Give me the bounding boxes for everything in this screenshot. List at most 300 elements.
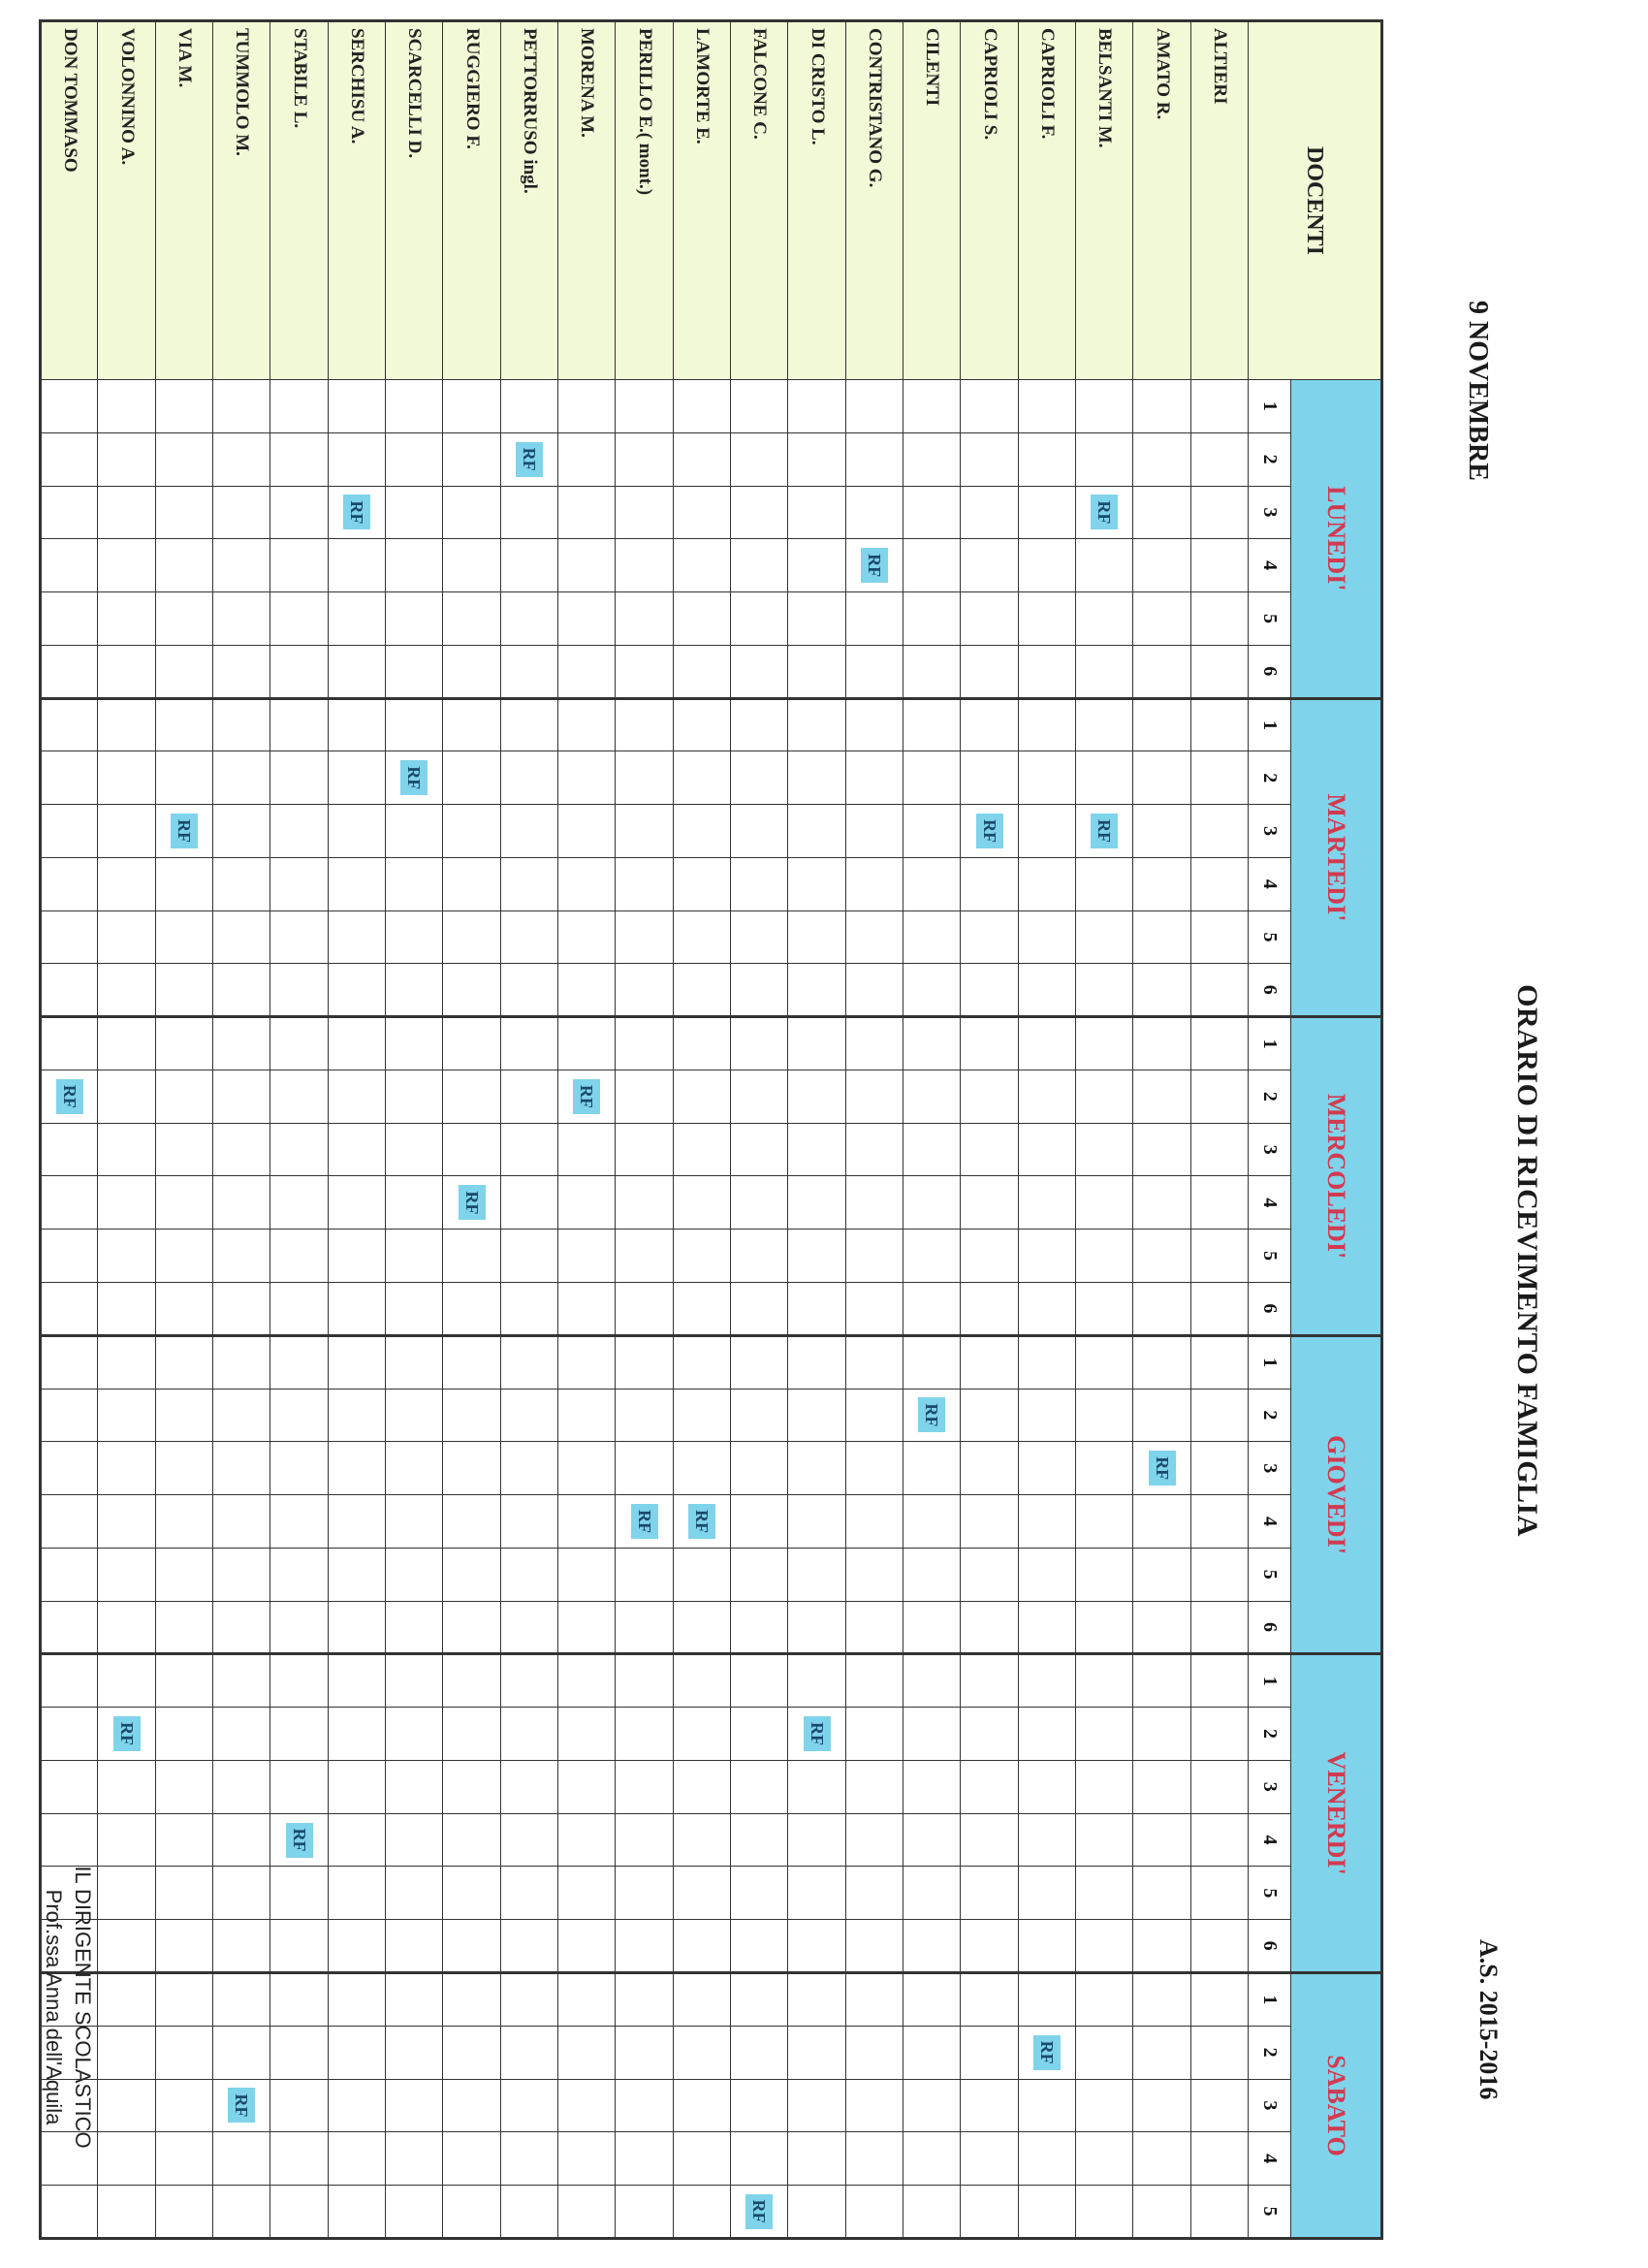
- schedule-cell: [1018, 1335, 1075, 1389]
- schedule-cell: [616, 910, 673, 964]
- schedule-cell: [270, 910, 328, 964]
- schedule-cell: [961, 1601, 1018, 1654]
- schedule-cell: [903, 486, 961, 539]
- schedule-cell: [443, 2026, 500, 2079]
- schedule-cell: [155, 1813, 212, 1867]
- schedule-cell: [155, 380, 212, 433]
- schedule-cell: [443, 2132, 500, 2186]
- schedule-cell: [903, 1760, 961, 1813]
- schedule-cell: [500, 592, 557, 646]
- schedule-cell: [1133, 1070, 1190, 1123]
- schedule-cell: [1076, 1708, 1133, 1761]
- schedule-cell: [41, 1708, 98, 1761]
- schedule-cell: [98, 1548, 155, 1601]
- schedule-cell: [788, 432, 845, 486]
- schedule-cell: [155, 1335, 212, 1389]
- schedule-cell: [1076, 2132, 1133, 2186]
- schedule-cell: [386, 2026, 443, 2079]
- schedule-cell: [1190, 1230, 1248, 1283]
- schedule-cell: [731, 1708, 788, 1761]
- teacher-row: [98, 21, 155, 2239]
- schedule-cell: [155, 751, 212, 805]
- schedule-cell: [98, 1920, 155, 1973]
- period-number: 1: [1249, 1654, 1291, 1708]
- schedule-cell: [386, 1070, 443, 1123]
- schedule-cell: [558, 1335, 616, 1389]
- schedule-cell: [1076, 1335, 1133, 1389]
- rf-badge: RF: [171, 814, 198, 848]
- schedule-cell: [1133, 1123, 1190, 1176]
- schedule-cell: [41, 486, 98, 539]
- schedule-cell: [270, 1123, 328, 1176]
- schedule-cell: [98, 805, 155, 858]
- schedule-cell: [1133, 1708, 1190, 1761]
- schedule-cell: [500, 1654, 557, 1708]
- schedule-cell: [500, 698, 557, 751]
- schedule-cell: [673, 1867, 730, 1920]
- schedule-cell: [558, 432, 616, 486]
- schedule-cell: [788, 1070, 845, 1123]
- schedule-cell: [1018, 1548, 1075, 1601]
- schedule-cell: [903, 592, 961, 646]
- schedule-cell: [213, 1760, 270, 1813]
- schedule-cell: [1190, 2132, 1248, 2186]
- teacher-row: [961, 21, 1018, 2239]
- schedule-cell: [788, 1920, 845, 1973]
- schedule-cell: [961, 1708, 1018, 1761]
- schedule-cell: [1076, 1548, 1133, 1601]
- schedule-cell: [386, 2079, 443, 2132]
- schedule-cell: [903, 857, 961, 910]
- schedule-cell: [961, 1920, 1018, 1973]
- schedule-cell: [213, 1442, 270, 1495]
- schedule-cell: [845, 2079, 903, 2132]
- schedule-cell: [155, 592, 212, 646]
- schedule-cell: [500, 1442, 557, 1495]
- schedule-cell: [155, 2132, 212, 2186]
- schedule-cell: [98, 1654, 155, 1708]
- rf-badge: RF: [286, 1823, 313, 1858]
- schedule-cell: [558, 1601, 616, 1654]
- schedule-cell: [673, 2132, 730, 2186]
- schedule-cell: [673, 1972, 730, 2026]
- schedule-cell: [788, 1335, 845, 1389]
- schedule-cell: [443, 910, 500, 964]
- schedule-cell: [558, 1230, 616, 1283]
- schedule-cell: [845, 1335, 903, 1389]
- schedule-cell: [98, 1017, 155, 1070]
- schedule-cell: [213, 1708, 270, 1761]
- schedule-cell: [386, 432, 443, 486]
- schedule-cell: [558, 1708, 616, 1761]
- teacher-name: DON TOMMASO: [41, 21, 98, 380]
- schedule-cell: [616, 1708, 673, 1761]
- schedule-cell: [1076, 1760, 1133, 1813]
- schedule-cell: [443, 1760, 500, 1813]
- schedule-cell: [443, 751, 500, 805]
- schedule-cell: [98, 1230, 155, 1283]
- teacher-row: [673, 21, 730, 2239]
- schedule-cell: [788, 2079, 845, 2132]
- schedule-cell: [731, 1813, 788, 1867]
- schedule-cell: [961, 1283, 1018, 1336]
- schedule-cell: [1190, 1495, 1248, 1549]
- schedule-cell: [500, 2079, 557, 2132]
- schedule-cell: [673, 1389, 730, 1442]
- schedule-cell: [1018, 2132, 1075, 2186]
- schedule-cell: [328, 805, 385, 858]
- schedule-cell: [328, 1442, 385, 1495]
- period-number: 1: [1249, 1335, 1291, 1389]
- schedule-cell: [386, 1389, 443, 1442]
- schedule-cell: [673, 592, 730, 646]
- schedule-cell: [500, 1230, 557, 1283]
- schedule-cell: [155, 1972, 212, 2026]
- schedule-cell: [443, 964, 500, 1017]
- schedule-cell: [616, 380, 673, 433]
- schedule-cell: [500, 539, 557, 592]
- schedule-cell: [41, 751, 98, 805]
- schedule-cell: [1190, 1389, 1248, 1442]
- schedule-cell: [386, 1176, 443, 1230]
- schedule-cell: [845, 751, 903, 805]
- schedule-cell: [1190, 1442, 1248, 1495]
- schedule-cell: [1076, 1283, 1133, 1336]
- schedule-cell: [270, 432, 328, 486]
- schedule-cell: [1076, 1972, 1133, 2026]
- schedule-cell: [213, 805, 270, 858]
- schedule-cell: [98, 1495, 155, 1549]
- schedule-cell: [328, 1920, 385, 1973]
- schedule-cell: [1018, 1867, 1075, 1920]
- schedule-cell: [1190, 539, 1248, 592]
- schedule-cell: [731, 805, 788, 858]
- schedule-cell: [386, 1230, 443, 1283]
- schedule-cell: [41, 698, 98, 751]
- schedule-cell: [155, 805, 212, 858]
- schedule-cell: [328, 1708, 385, 1761]
- schedule-cell: [788, 1972, 845, 2026]
- schedule-cell: [845, 539, 903, 592]
- schedule-cell: [1133, 1283, 1190, 1336]
- schedule-cell: [155, 857, 212, 910]
- schedule-cell: [961, 1867, 1018, 1920]
- schedule-cell: [1018, 1283, 1075, 1336]
- schedule-cell: [443, 1548, 500, 1601]
- period-number: 1: [1249, 1972, 1291, 2026]
- schedule-cell: [1133, 2186, 1190, 2239]
- schedule-cell: [386, 1972, 443, 2026]
- schedule-cell: [500, 1867, 557, 1920]
- schedule-cell: [328, 2132, 385, 2186]
- schedule-cell: [98, 1708, 155, 1761]
- schedule-cell: [1076, 2186, 1133, 2239]
- schedule-cell: [788, 1017, 845, 1070]
- schedule-cell: [961, 486, 1018, 539]
- schedule-cell: [98, 539, 155, 592]
- schedule-cell: [98, 2186, 155, 2239]
- period-number: 5: [1249, 1867, 1291, 1920]
- schedule-cell: [500, 1708, 557, 1761]
- schedule-cell: [731, 1123, 788, 1176]
- schedule-cell: [845, 805, 903, 858]
- schedule-cell: [500, 964, 557, 1017]
- schedule-cell: [500, 751, 557, 805]
- schedule-cell: [155, 432, 212, 486]
- schedule-cell: [500, 1972, 557, 2026]
- schedule-cell: [1018, 1176, 1075, 1230]
- schedule-cell: [270, 1601, 328, 1654]
- teacher-row: [731, 21, 788, 2239]
- schedule-cell: [1076, 1654, 1133, 1708]
- schedule-cell: [155, 2186, 212, 2239]
- schedule-cell: [500, 1123, 557, 1176]
- schedule-cell: [961, 2026, 1018, 2079]
- schedule-cell: [213, 857, 270, 910]
- schedule-cell: [558, 1867, 616, 1920]
- schedule-cell: [616, 805, 673, 858]
- schedule-cell: [845, 964, 903, 1017]
- schedule-cell: [1018, 1495, 1075, 1549]
- schedule-cell: [616, 2079, 673, 2132]
- schedule-cell: [213, 1654, 270, 1708]
- schedule-cell: [98, 1442, 155, 1495]
- schedule-cell: [903, 1335, 961, 1389]
- schedule-cell: [731, 751, 788, 805]
- schedule-cell: [1018, 1813, 1075, 1867]
- schedule-cell: [155, 698, 212, 751]
- schedule-cell: [903, 2079, 961, 2132]
- schedule-cell: [1018, 1654, 1075, 1708]
- schedule-cell: [673, 1920, 730, 1973]
- schedule-cell: [500, 1920, 557, 1973]
- schedule-cell: [270, 1017, 328, 1070]
- schedule-cell: [41, 1230, 98, 1283]
- schedule-cell: [500, 1495, 557, 1549]
- schedule-cell: [1133, 1335, 1190, 1389]
- schedule-cell: [98, 698, 155, 751]
- schedule-cell: [558, 910, 616, 964]
- schedule-cell: [213, 380, 270, 433]
- schedule-cell: [731, 592, 788, 646]
- schedule-cell: [558, 1654, 616, 1708]
- schedule-table: [39, 19, 1383, 2240]
- rf-badge: RF: [976, 814, 1003, 848]
- schedule-cell: [1076, 910, 1133, 964]
- teacher-row: [500, 21, 557, 2239]
- schedule-cell: [270, 2026, 328, 2079]
- schedule-cell: [328, 432, 385, 486]
- schedule-cell: [213, 1972, 270, 2026]
- schedule-cell: [443, 486, 500, 539]
- schedule-cell: [616, 1389, 673, 1442]
- period-number: 5: [1249, 2186, 1291, 2239]
- schedule-cell: [788, 1176, 845, 1230]
- schedule-cell: [1018, 539, 1075, 592]
- schedule-cell: [386, 1654, 443, 1708]
- schedule-cell: [1018, 1070, 1075, 1123]
- schedule-cell: [673, 910, 730, 964]
- schedule-cell: [1076, 592, 1133, 646]
- schedule-cell: [788, 1283, 845, 1336]
- schedule-cell: [1190, 857, 1248, 910]
- schedule-cell: [731, 857, 788, 910]
- schedule-cell: [845, 592, 903, 646]
- schedule-cell: [328, 539, 385, 592]
- signature-name: Prof.ssa Anna dell'Aquila: [42, 1889, 66, 2125]
- schedule-cell: [328, 1283, 385, 1336]
- schedule-cell: [500, 1813, 557, 1867]
- schedule-cell: [328, 1176, 385, 1230]
- period-number: 4: [1249, 1495, 1291, 1549]
- schedule-cell: [98, 1389, 155, 1442]
- schedule-cell: [788, 964, 845, 1017]
- schedule-cell: [731, 1548, 788, 1601]
- teacher-name: STABILE L.: [270, 21, 328, 380]
- schedule-cell: [616, 1601, 673, 1654]
- schedule-cell: [155, 1176, 212, 1230]
- schedule-cell: [328, 1495, 385, 1549]
- document-title: ORARIO DI RICEVIMENTO FAMIGLIA: [1511, 984, 1543, 1537]
- schedule-cell: [731, 486, 788, 539]
- schedule-cell: [1018, 2079, 1075, 2132]
- schedule-cell: [270, 1283, 328, 1336]
- period-number: 4: [1249, 539, 1291, 592]
- schedule-cell: [443, 1123, 500, 1176]
- schedule-cell: [1018, 486, 1075, 539]
- schedule-cell: [386, 539, 443, 592]
- teacher-name: SERCHISU A.: [328, 21, 385, 380]
- schedule-cell: [270, 2132, 328, 2186]
- schedule-cell: [386, 964, 443, 1017]
- schedule-cell: [328, 1335, 385, 1389]
- schedule-cell: [903, 1123, 961, 1176]
- schedule-cell: [1133, 1654, 1190, 1708]
- schedule-cell: [328, 1017, 385, 1070]
- teacher-name: MORENA M.: [558, 21, 616, 380]
- schedule-cell: [155, 1601, 212, 1654]
- schedule-cell: [731, 2186, 788, 2239]
- rf-badge: RF: [918, 1397, 945, 1432]
- rf-badge: RF: [861, 548, 888, 583]
- teacher-name: FALCONE C.: [731, 21, 788, 380]
- schedule-cell: [328, 592, 385, 646]
- schedule-cell: [845, 380, 903, 433]
- schedule-cell: [1076, 380, 1133, 433]
- period-number: 2: [1249, 751, 1291, 805]
- schedule-cell: [616, 1920, 673, 1973]
- schedule-cell: [155, 1760, 212, 1813]
- schedule-cell: [673, 1070, 730, 1123]
- schedule-cell: [788, 698, 845, 751]
- teacher-name: DI CRISTO L.: [788, 21, 845, 380]
- schedule-cell: [98, 857, 155, 910]
- schedule-cell: [155, 1017, 212, 1070]
- schedule-cell: [845, 1867, 903, 1920]
- schedule-cell: [270, 1548, 328, 1601]
- schedule-cell: [1076, 857, 1133, 910]
- schedule-cell: [673, 1442, 730, 1495]
- schedule-cell: [616, 1070, 673, 1123]
- rf-badge: RF: [113, 1716, 141, 1751]
- teacher-name: CAPRIOLI F.: [1018, 21, 1075, 380]
- schedule-cell: [443, 1335, 500, 1389]
- schedule-cell: [1018, 380, 1075, 433]
- schedule-cell: [1133, 1813, 1190, 1867]
- schedule-cell: [961, 1389, 1018, 1442]
- schedule-cell: [1133, 910, 1190, 964]
- period-number: 1: [1249, 698, 1291, 751]
- day-header: LUNEDI': [1291, 380, 1382, 699]
- schedule-cell: [616, 1548, 673, 1601]
- period-number: 1: [1249, 380, 1291, 433]
- period-number: 6: [1249, 1920, 1291, 1973]
- schedule-cell: [98, 1760, 155, 1813]
- schedule-cell: [443, 645, 500, 698]
- schedule-cell: [616, 1813, 673, 1867]
- schedule-cell: [386, 805, 443, 858]
- schedule-cell: [616, 1335, 673, 1389]
- schedule-cell: [558, 380, 616, 433]
- schedule-cell: [1133, 1601, 1190, 1654]
- schedule-cell: [41, 432, 98, 486]
- schedule-cell: [788, 1760, 845, 1813]
- schedule-cell: [788, 592, 845, 646]
- schedule-cell: [213, 432, 270, 486]
- schedule-cell: [616, 1283, 673, 1336]
- schedule-cell: [673, 698, 730, 751]
- teacher-name: LAMORTE E.: [673, 21, 730, 380]
- schedule-cell: [443, 1495, 500, 1549]
- period-number: 3: [1249, 1442, 1291, 1495]
- schedule-cell: [328, 964, 385, 1017]
- schedule-cell: [41, 592, 98, 646]
- schedule-cell: [328, 380, 385, 433]
- schedule-cell: [1076, 2079, 1133, 2132]
- schedule-cell: [788, 2132, 845, 2186]
- schedule-cell: [1018, 1123, 1075, 1176]
- period-number: 5: [1249, 1548, 1291, 1601]
- schedule-cell: [1018, 857, 1075, 910]
- schedule-cell: [845, 1176, 903, 1230]
- schedule-cell: [558, 2079, 616, 2132]
- schedule-cell: [961, 2186, 1018, 2239]
- period-number: 2: [1249, 1708, 1291, 1761]
- schedule-cell: [155, 486, 212, 539]
- schedule-cell: [961, 1972, 1018, 2026]
- schedule-cell: [270, 539, 328, 592]
- signature-block: [39, 1804, 97, 2211]
- schedule-cell: [270, 1760, 328, 1813]
- schedule-cell: [1076, 1230, 1133, 1283]
- schedule-cell: [270, 1867, 328, 1920]
- schedule-cell: [845, 1442, 903, 1495]
- schedule-cell: [41, 1283, 98, 1336]
- schedule-cell: [1190, 432, 1248, 486]
- schedule-cell: [443, 1176, 500, 1230]
- schedule-cell: [1076, 1070, 1133, 1123]
- schedule-cell: [443, 698, 500, 751]
- rf-badge: RF: [56, 1079, 83, 1114]
- schedule-cell: [673, 1230, 730, 1283]
- schedule-cell: [155, 1070, 212, 1123]
- schedule-cell: [98, 486, 155, 539]
- schedule-cell: [616, 1867, 673, 1920]
- schedule-cell: [558, 698, 616, 751]
- schedule-cell: [1133, 2079, 1190, 2132]
- schedule-cell: [903, 2132, 961, 2186]
- schedule-cell: [1133, 1176, 1190, 1230]
